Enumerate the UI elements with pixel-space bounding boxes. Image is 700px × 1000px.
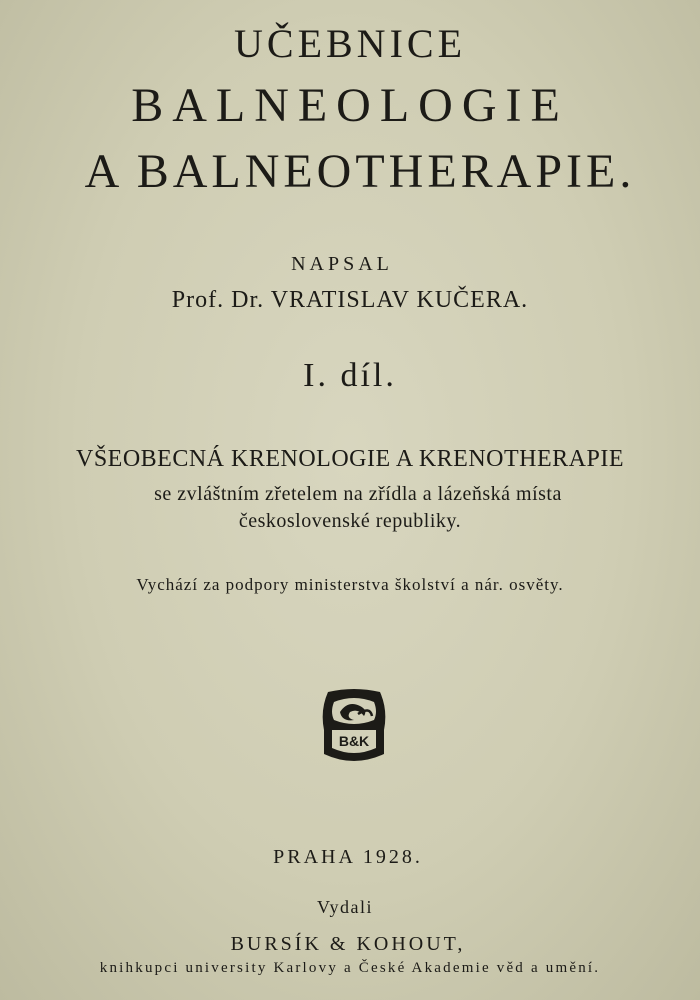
title-line-2: BALNEOLOGIE	[131, 79, 569, 132]
emblem-monogram: B&K	[338, 733, 370, 749]
title-line-3: A BALNEOTHERAPIE.	[84, 145, 636, 198]
published-by-label: Vydali	[317, 897, 373, 917]
subtitle-line-1: VŠEOBECNÁ KRENOLOGIE A KRENOTHERAPIE	[76, 446, 624, 472]
volume-label: I. díl.	[303, 357, 397, 394]
support-note: Vychází za podpory ministerstva školství a nár. osvěty.	[136, 575, 564, 594]
publisher-name: BURSÍK & KOHOUT,	[230, 933, 466, 955]
publisher-description: knihkupci university Karlovy a České Akademie věd a umění.	[99, 960, 601, 976]
author-intro: NAPSAL	[291, 253, 393, 275]
author-name: Prof. Dr. VRATISLAV KUČERA.	[171, 287, 529, 313]
subtitle-line-2: se zvláštním zřetelem na zřídla a lázeňská místa	[154, 483, 562, 505]
publisher-emblem-icon	[318, 688, 390, 766]
title-line-1: UČEBNICE	[234, 21, 466, 66]
subtitle-line-3: československé republiky.	[238, 510, 462, 532]
place-year: PRAHA 1928.	[273, 846, 423, 868]
